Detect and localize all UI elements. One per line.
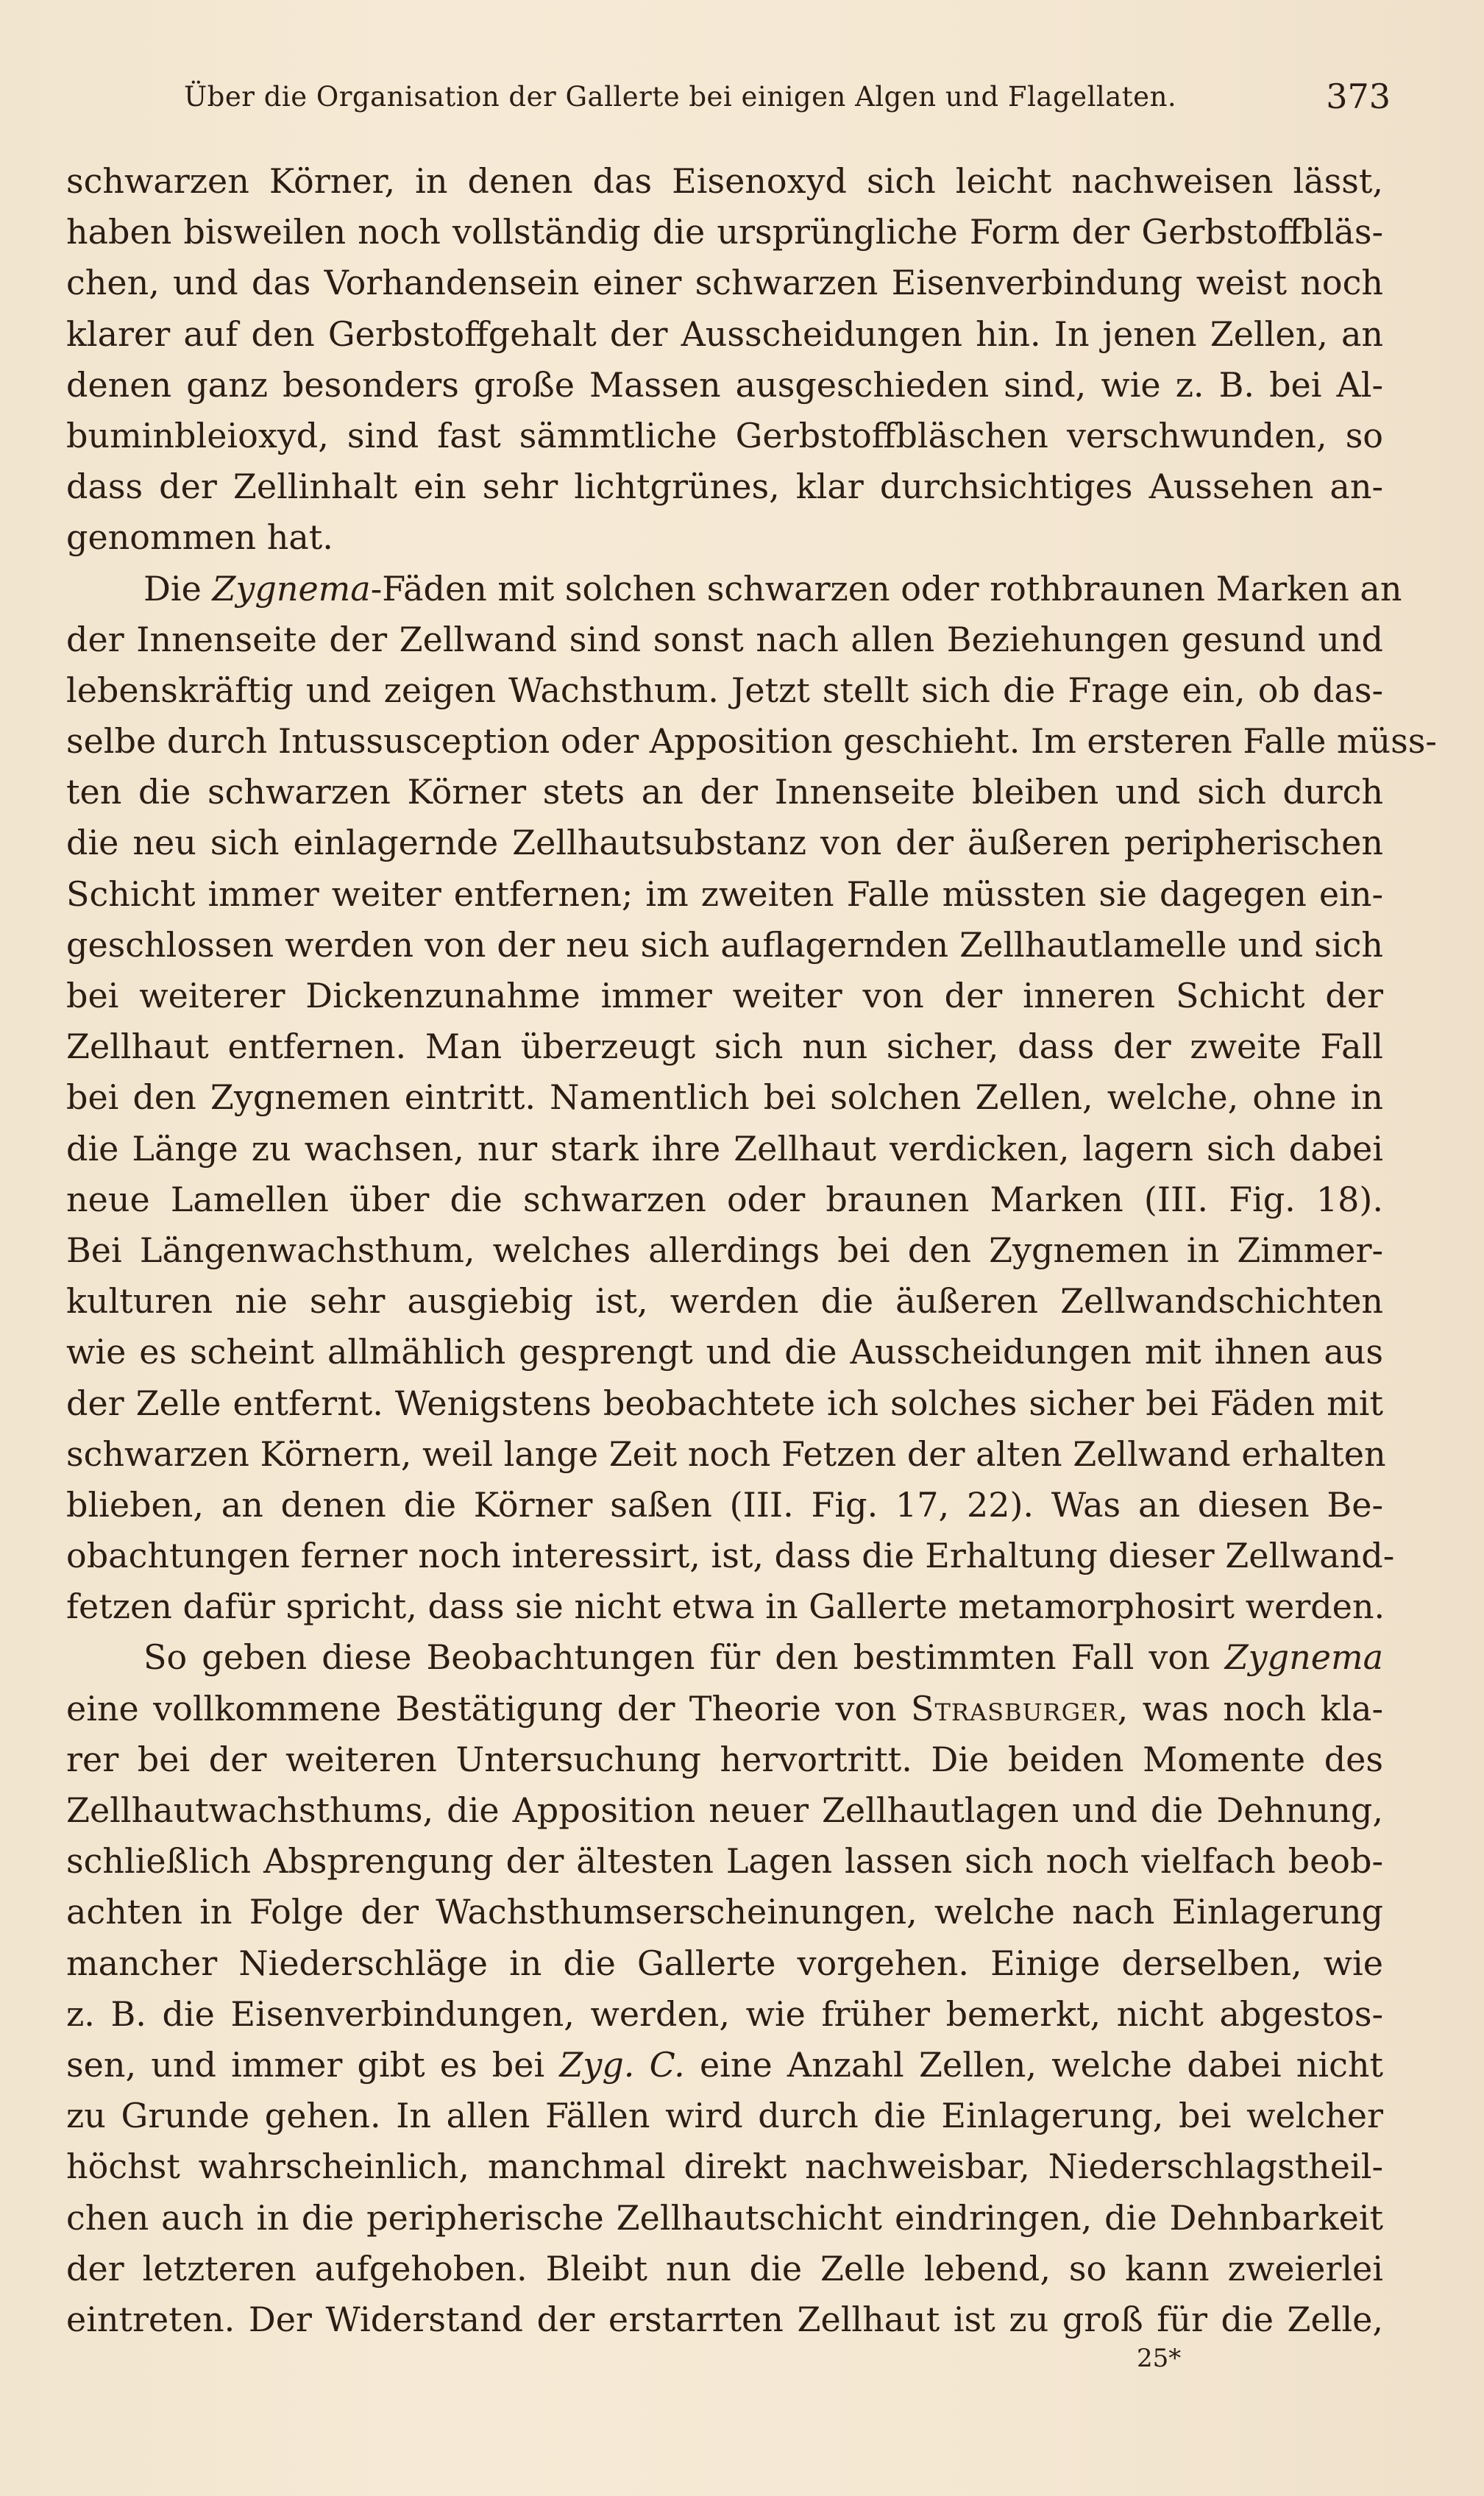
line-text: die Länge zu wachsen, nur stark ihre Zellhaut verdicken, lagern sich dabei: [66, 1128, 1383, 1169]
italic-term: Zyg. C.: [559, 2044, 685, 2085]
line-text: der Zelle entfernt. Wenigstens beobachtete ich solches sicher bei Fäden mit: [66, 1383, 1383, 1423]
text-line: [66, 1124, 1383, 1174]
line-text: genommen hat.: [66, 517, 333, 558]
line-text: So geben diese Beobachtungen für den bestimmten Fall von: [143, 1637, 1225, 1678]
text-line: [66, 1327, 1383, 1378]
text-line: [66, 1225, 1383, 1276]
text-line: [66, 1480, 1383, 1531]
text-line: [66, 971, 1383, 1021]
line-text: die neu sich einlagernde Zellhautsubstanz von der äußeren peripherischen: [66, 823, 1383, 863]
line-text: zu Grunde gehen. In allen Fällen wird durch die Einlagerung, bei welcher: [66, 2096, 1383, 2136]
page-number: 373: [1326, 77, 1391, 116]
line-text: bei weiterer Dickenzunahme immer weiter von der inneren Schicht der: [66, 976, 1383, 1015]
text-line: [66, 1887, 1383, 1937]
line-text: der letzteren aufgehoben. Bleibt nun die Zelle lebend, so kann zweierlei: [66, 2248, 1383, 2288]
text-line: [66, 1989, 1383, 2040]
line-text: schwarzen Körner, in denen das Eisenoxyd sich leicht nachweisen lässt,: [66, 161, 1383, 201]
text-line: [66, 1581, 1383, 1632]
line-text: obachtungen ferner noch interessirt, ist, dass die Erhaltung dieser Zellwand-: [66, 1536, 1395, 1576]
line-text: eine Anzahl Zellen, welche dabei nicht: [684, 2044, 1383, 2085]
italic-term: Zygnema: [1224, 1637, 1383, 1678]
line-text: geschlossen werden von der neu sich auflagernden Zellhautlamelle und sich: [66, 924, 1383, 965]
line-text: haben bisweilen noch vollständig die ursprüngliche Form der Gerbstoffbläs-: [66, 212, 1383, 252]
text-line: [66, 1276, 1383, 1327]
line-text: Schicht immer weiter entfernen; im zweiten Falle müssten sie dagegen ein-: [66, 873, 1383, 914]
text-line: [66, 665, 1383, 716]
text-line: [66, 564, 1402, 614]
text-line: [66, 156, 1383, 207]
text-line: [66, 1072, 1383, 1123]
line-text: der Innenseite der Zellwand sind sonst nach allen Beziehungen gesund und: [66, 619, 1383, 659]
text-line: [66, 2244, 1383, 2294]
line-text: rer bei der weiteren Untersuchung hervortritt. Die beiden Momente des: [66, 1739, 1383, 1779]
line-text: bei den Zygnemen eintritt. Namentlich bei solchen Zellen, welche, ohne in: [66, 1077, 1383, 1118]
text-line: [66, 2040, 1383, 2091]
text-line: [66, 869, 1383, 920]
line-text: Zellhautwachsthums, die Apposition neuer Zellhautlagen und die Dehnung,: [66, 1790, 1383, 1830]
line-text: sen, und immer gibt es bei: [66, 2044, 560, 2085]
text-line: [66, 360, 1383, 411]
text-line: [66, 258, 1383, 308]
body-text: [66, 156, 1437, 2345]
text-line: [66, 309, 1383, 360]
text-line: [66, 2193, 1383, 2244]
line-text: wie es scheint allmählich gesprengt und die Ausscheidungen mit ihnen aus: [66, 1332, 1383, 1372]
line-text: Die: [143, 568, 213, 609]
line-text: ten die schwarzen Körner stets an der Innenseite bleiben und sich durch: [66, 772, 1383, 812]
text-line: [66, 1632, 1383, 1683]
text-line: [66, 207, 1383, 258]
text-line: [66, 1684, 1383, 1734]
text-line: [66, 1174, 1383, 1225]
line-text: mancher Niederschläge in die Gallerte vorgehen. Einige derselben, wie: [66, 1943, 1383, 1983]
line-text: Zellhaut entfernen. Man überzeugt sich nun sicher, dass der zweite Fall: [66, 1027, 1383, 1067]
text-line: [66, 2091, 1383, 2141]
text-line: [66, 920, 1383, 971]
text-line: [66, 614, 1383, 665]
line-text: eine vollkommene Bestätigung der Theorie von: [66, 1688, 912, 1729]
text-line: [66, 461, 1383, 512]
line-text: blieben, an denen die Körner saßen (III. Fig. 17, 22). Was an diesen Be-: [66, 1484, 1383, 1525]
running-title: Über die Organisation der Gallerte bei einigen Algen und Flagellaten.: [184, 81, 1177, 113]
line-text: -Fäden mit solchen schwarzen oder rothbraunen Marken an: [370, 568, 1402, 609]
line-text: eintreten. Der Widerstand der erstarrten Zellhaut ist zu groß für die Zelle,: [66, 2299, 1383, 2339]
line-text: selbe durch Intussusception oder Apposition geschieht. Im ersteren Falle müss-: [66, 721, 1437, 762]
line-text: z. B. die Eisenverbindungen, werden, wie früher bemerkt, nicht abgestos-: [66, 1993, 1383, 2034]
line-text: schwarzen Körnern, weil lange Zeit noch Fetzen der alten Zellwand erhalten: [66, 1433, 1386, 1474]
text-line: [66, 1021, 1383, 1072]
line-text: dass der Zellinhalt ein sehr lichtgrünes, klar durchsichtiges Aussehen an-: [66, 467, 1383, 507]
text-line: [66, 1785, 1383, 1836]
text-line: [66, 1429, 1386, 1480]
line-text: chen auch in die peripherische Zellhautschicht eindringen, die Dehnbarkeit: [66, 2197, 1383, 2238]
text-line: [66, 1378, 1383, 1429]
text-line: [66, 2141, 1383, 2192]
text-line: [66, 2294, 1383, 2345]
line-text: achten in Folge der Wachsthumserscheinungen, welche nach Einlagerung: [66, 1892, 1383, 1932]
signature-mark: 25*: [1137, 2344, 1182, 2373]
text-line: [66, 818, 1383, 868]
line-text: kulturen nie sehr ausgiebig ist, werden die äußeren Zellwandschichten: [66, 1281, 1383, 1322]
page-header: [184, 77, 1391, 128]
text-line: [66, 1531, 1395, 1581]
author-name: Strasburger: [911, 1688, 1118, 1729]
text-line: [66, 716, 1437, 767]
text-line: [66, 1734, 1383, 1785]
line-text: klarer auf den Gerbstoffgehalt der Ausscheidungen hin. In jenen Zellen, an: [66, 313, 1383, 354]
text-line: [66, 411, 1383, 461]
line-text: höchst wahrscheinlich, manchmal direkt nachweisbar, Niederschlagstheil-: [66, 2146, 1383, 2187]
line-text: schließlich Absprengung der ältesten Lagen lassen sich noch vielfach beob-: [66, 1841, 1383, 1882]
line-text: fetzen dafür spricht, dass sie nicht etwa in Gallerte metamorphosirt werden.: [66, 1586, 1385, 1627]
text-line: [66, 767, 1383, 818]
text-line: [66, 1836, 1383, 1887]
italic-term: Zygnema: [212, 568, 371, 609]
line-text: denen ganz besonders große Massen ausgeschieden sind, wie z. B. bei Al-: [66, 364, 1383, 405]
text-line: [66, 1938, 1383, 1989]
line-text: lebenskräftig und zeigen Wachsthum. Jetzt stellt sich die Frage ein, ob das-: [66, 670, 1383, 710]
line-text: buminbleioxyd, sind fast sämmtliche Gerbstoffbläschen verschwunden, so: [66, 415, 1383, 455]
line-text: chen, und das Vorhandensein einer schwarzen Eisenverbindung weist noch: [66, 263, 1383, 303]
line-text: Bei Längenwachsthum, welches allerdings bei den Zygnemen in Zimmer-: [66, 1230, 1383, 1270]
line-text: , was noch kla-: [1117, 1688, 1384, 1729]
line-text: neue Lamellen über die schwarzen oder braunen Marken (III. Fig. 18).: [66, 1179, 1383, 1219]
text-line: [66, 512, 1383, 563]
